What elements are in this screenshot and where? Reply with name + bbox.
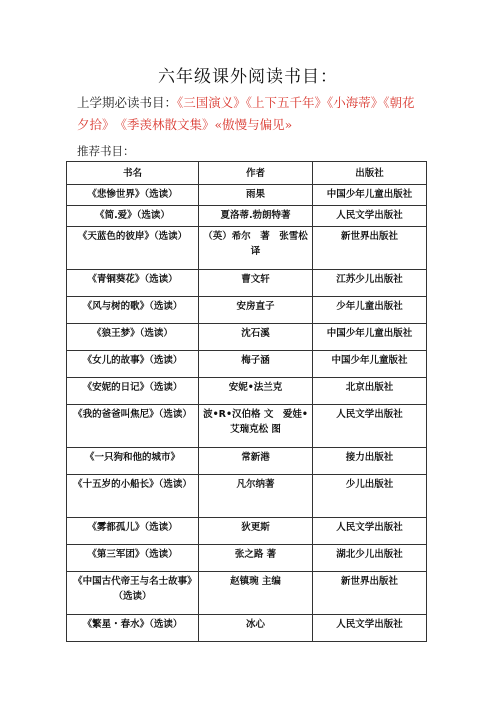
- book-author: 安妮•法兰克: [199, 378, 313, 405]
- book-author: 梅子涵: [199, 351, 313, 378]
- table-row: [67, 518, 427, 545]
- book-author: 夏洛蒂.勃朗特著: [199, 206, 313, 227]
- table-row: [67, 448, 427, 475]
- recommended-label: 推荐书目：: [77, 144, 135, 158]
- book-publisher: 人民文学出版社: [313, 405, 427, 448]
- table-row: [67, 405, 427, 448]
- book-title: 《简.爱》（选读）: [67, 206, 199, 227]
- book-publisher: 新世界出版社: [313, 572, 427, 615]
- book-publisher: 少儿出版社: [313, 475, 427, 518]
- book-title: 《女儿的故事》（选读）: [67, 351, 199, 378]
- book-title: 《青铜葵花》（选读）: [67, 270, 199, 297]
- table-row: [67, 545, 427, 572]
- book-title: 《天蓝色的彼岸》（选读）: [67, 227, 199, 270]
- table-row: [67, 324, 427, 351]
- book-publisher: 中国少年儿童版社: [313, 351, 427, 378]
- book-publisher: 中国少年儿童出版社: [313, 185, 427, 206]
- table-row: [67, 297, 427, 324]
- table-row: [67, 206, 427, 227]
- book-author: 张之路 著: [199, 545, 313, 572]
- book-title: 《第三军团》（选读）: [67, 545, 199, 572]
- book-title: 《狼王梦》（选读）: [67, 324, 199, 351]
- book-author: 常新港: [199, 448, 313, 475]
- header-publisher: 出版社: [313, 162, 427, 185]
- table-row: [67, 185, 427, 206]
- book-author: 安房直子: [199, 297, 313, 324]
- book-author: 赵镇琬 主编: [199, 572, 313, 615]
- header-author: 作者: [199, 162, 313, 185]
- book-publisher: 湖北少儿出版社: [313, 545, 427, 572]
- table-row: [67, 270, 427, 297]
- table-row: [67, 351, 427, 378]
- book-title: 《风与树的歌》（选读）: [67, 297, 199, 324]
- book-author: 雨果: [199, 185, 313, 206]
- book-author: 波•R•汉伯格 文 爱娃•艾瑞克松 图: [199, 405, 313, 448]
- table-row: [67, 572, 427, 615]
- table-row: [67, 475, 427, 518]
- book-title: 《一只狗和他的城市》: [67, 448, 199, 475]
- book-publisher: 新世界出版社: [313, 227, 427, 270]
- header-book: 书名: [67, 162, 199, 185]
- required-reading-label: 上学期必读书目：: [77, 95, 178, 110]
- table-header-row: [67, 162, 427, 185]
- book-title: 《安妮的日记》（选读）: [67, 378, 199, 405]
- book-title: 《繁星・春水》（选读）: [67, 615, 199, 642]
- book-publisher: 接力出版社: [313, 448, 427, 475]
- book-publisher: 少年儿童出版社: [313, 297, 427, 324]
- required-reading: [77, 92, 417, 136]
- book-author: 沈石溪: [199, 324, 313, 351]
- book-publisher: 人民文学出版社: [313, 206, 427, 227]
- book-title: 《悲惨世界》（选读）: [67, 185, 199, 206]
- page-title: 六年级课外阅读书目：: [158, 67, 338, 87]
- book-publisher: 中国少年儿童出版社: [313, 324, 427, 351]
- book-author: 狄更斯: [199, 518, 313, 545]
- required-reading-books: 《三国演义》《上下五千年》《小海蒂》《朝花夕拾》 《季羡林散文集》«傲慢与偏见»: [77, 95, 415, 132]
- book-publisher: 江苏少儿出版社: [313, 270, 427, 297]
- book-author: 凡尔纳著: [199, 475, 313, 518]
- book-title: 《雾都孤儿》（选读）: [67, 518, 199, 545]
- book-publisher: 人民文学出版社: [313, 615, 427, 642]
- table-row: [67, 227, 427, 270]
- table-row: [67, 378, 427, 405]
- book-author: （英）希尔 著 张雪松译: [199, 227, 313, 270]
- book-author: 曹文轩: [199, 270, 313, 297]
- book-author: 冰心: [199, 615, 313, 642]
- book-title: 《中国古代帝王与名士故事》（选读）: [67, 572, 199, 615]
- table-row: [67, 615, 427, 642]
- reading-list-table: [66, 161, 427, 642]
- book-publisher: 人民文学出版社: [313, 518, 427, 545]
- book-publisher: 北京出版社: [313, 378, 427, 405]
- book-title: 《我的爸爸叫焦尼》（选读）: [67, 405, 199, 448]
- book-title: 《十五岁的小船长》（选读）: [67, 475, 199, 518]
